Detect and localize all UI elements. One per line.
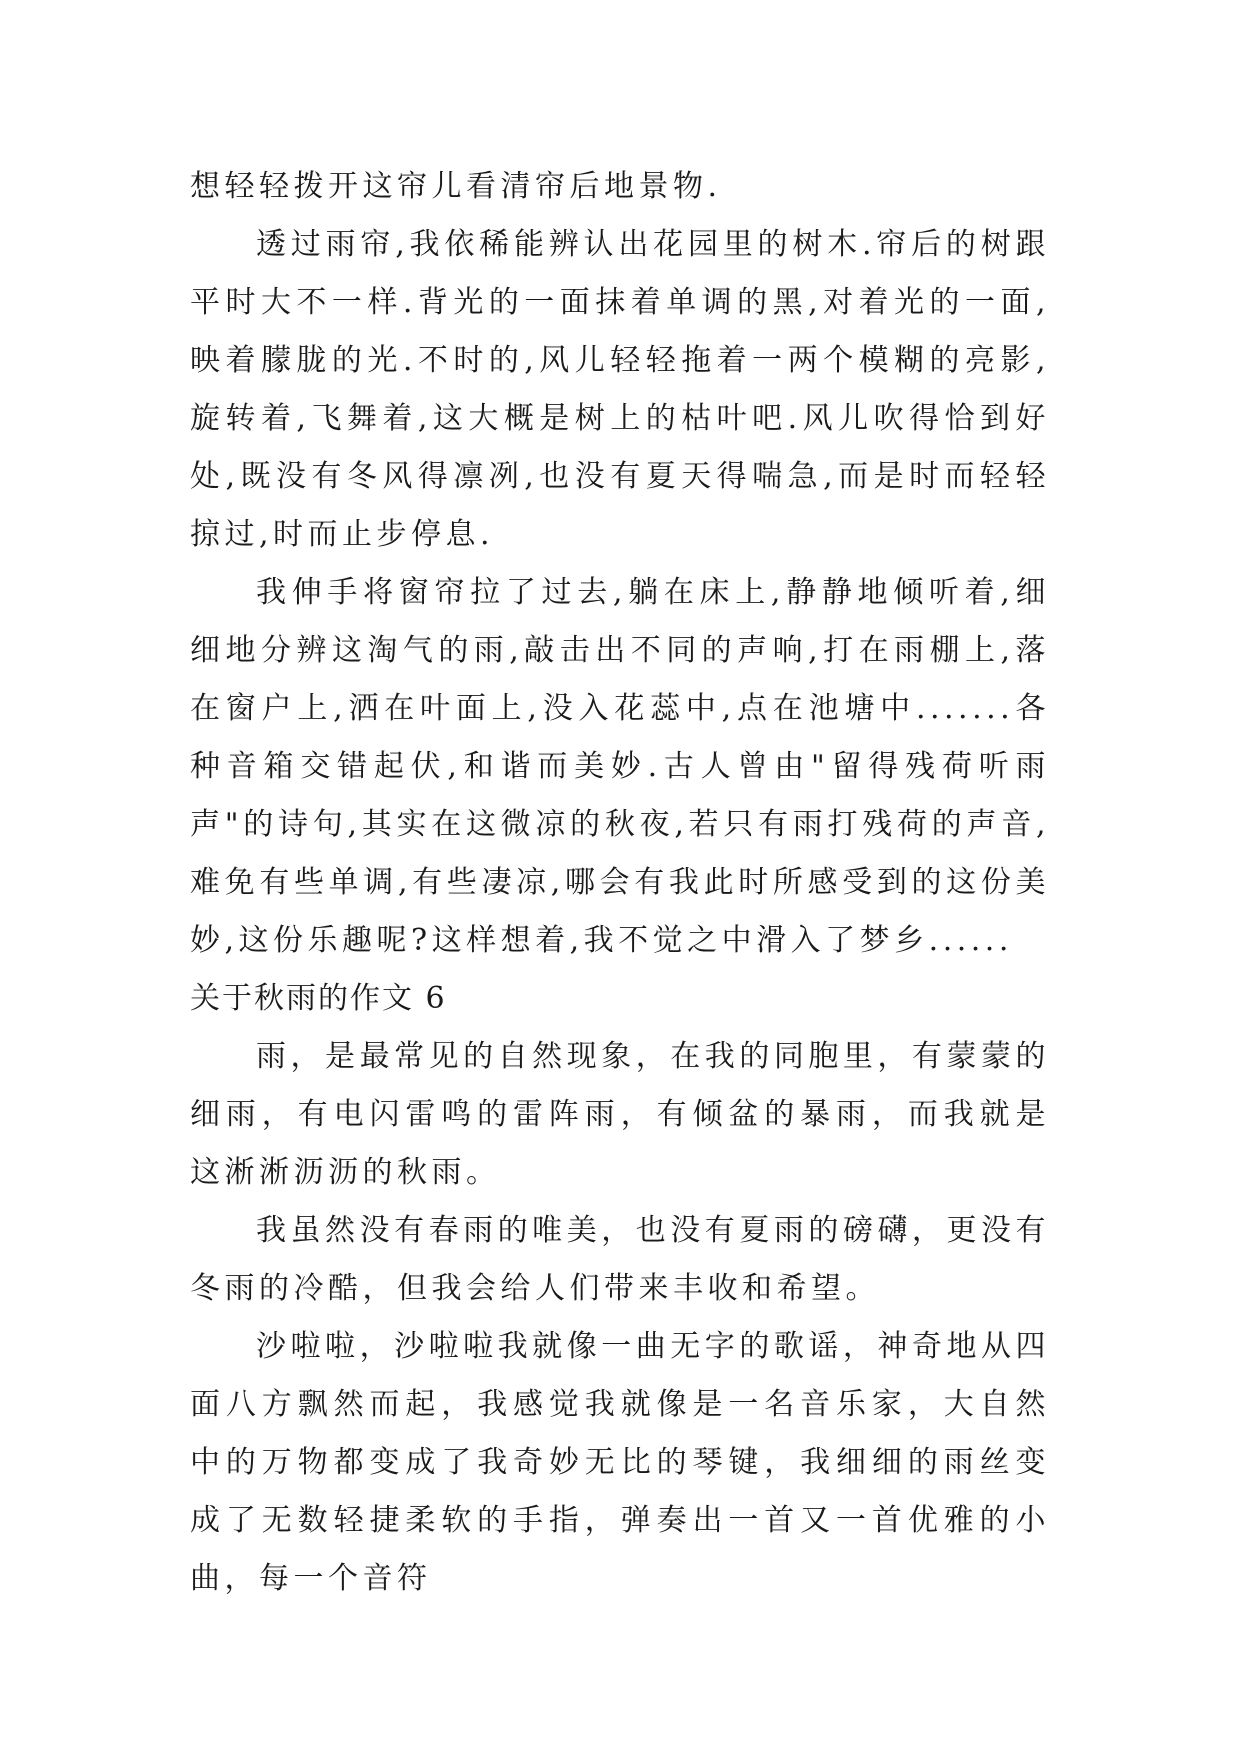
paragraph-listening-rain: 我伸手将窗帘拉了过去,躺在床上,静静地倾听着,细细地分辨这淘气的雨,敲击出不同的声响,打在雨棚上,落在窗户上,洒在叶面上,没入花蕊中,点在池塘中.......各种音箱交错起伏,和谐而美妙.古人曾由"留得残荷听雨声"的诗句,其实在这微凉的秋夜,若只有雨打残荷的声音,难免有些单调,有些凄凉,哪会有我此时所感受到的这份美妙,这份乐趣呢?这样想着,我不觉之中滑入了梦乡...... bbox=[190, 575, 1050, 958]
continued-paragraph: 想轻轻拨开这帘儿看清帘后地景物. bbox=[190, 169, 722, 204]
paragraph-rain-intro: 雨，是最常见的自然现象，在我的同胞里，有蒙蒙的细雨，有电闪雷鸣的雷阵雨，有倾盆的暴雨，而我就是这淅淅沥沥的秋雨。 bbox=[190, 1039, 1050, 1190]
paragraph-rain-curtain: 透过雨帘,我依稀能辨认出花园里的树木.帘后的树跟平时大不一样.背光的一面抹着单调的黑,对着光的一面,映着朦胧的光.不时的,风儿轻轻拖着一两个模糊的亮影,旋转着,飞舞着,这大概是树上的枯叶吧.风儿吹得恰到好处,既没有冬风得凛冽,也没有夏天得喘急,而是时而轻轻掠过,时而止步停息. bbox=[190, 227, 1050, 552]
document-body bbox=[190, 158, 1050, 1608]
paragraph-harvest-hope: 我虽然没有春雨的唯美，也没有夏雨的磅礴，更没有冬雨的冷酷，但我会给人们带来丰收和希望。 bbox=[190, 1213, 1050, 1306]
essay-heading: 关于秋雨的作文 6 bbox=[190, 981, 447, 1016]
paragraph-rain-music: 沙啦啦，沙啦啦我就像一曲无字的歌谣，神奇地从四面八方飘然而起，我感觉我就像是一名音乐家，大自然中的万物都变成了我奇妙无比的琴键，我细细的雨丝变成了无数轻捷柔软的手指，弹奏出一首又一首优雅的小曲，每一个音符 bbox=[190, 1329, 1050, 1596]
